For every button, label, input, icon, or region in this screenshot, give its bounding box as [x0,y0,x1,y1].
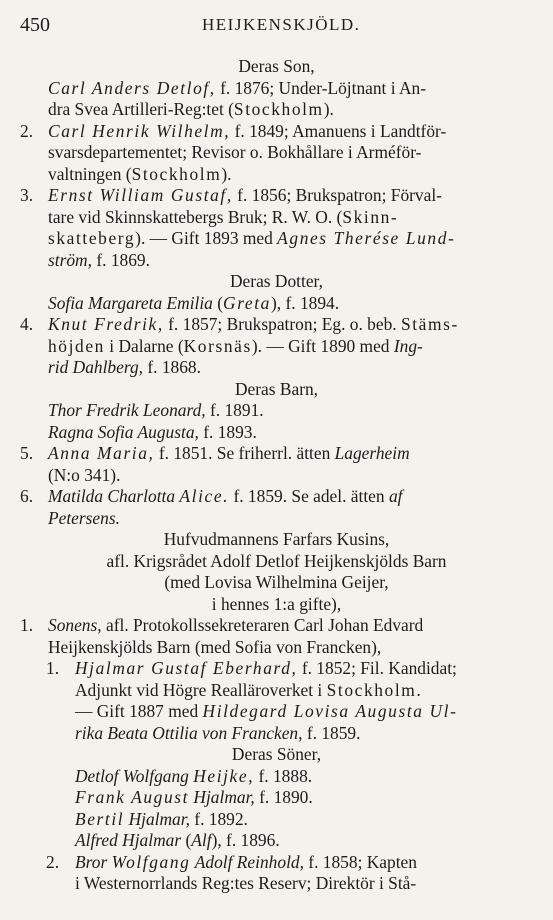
text-line: Deras Söner, [231,744,322,764]
text-line: (N:o 341). [48,464,121,485]
text-line: 4. Knut Fredrik, f. 1857; Brukspatron; Eg. o. beb. Stäms- [20,314,459,334]
text-line: 3. Ernst William Gustaf, f. 1856; Brukspatron; Förval- [20,185,442,205]
text-line: höjden i Dalarne (Korsnäs). — Gift 1890 med Ing- [48,335,423,356]
text-line: ström, f. 1869. [48,249,150,270]
text-line: valtningen (Stockholm). [48,163,232,184]
text-line: Carl Anders Detlof, f. 1876; Under-Löjtnant i An- [48,77,426,98]
text-line: 2. Bror Wolfgang Adolf Reinhold, f. 1858; Kapten [46,851,417,872]
text-line: 5. Anna Maria, f. 1851. Se friherrl. ätten Lagerheim [20,443,410,463]
text-line: (med Lovisa Wilhelmina Geijer, [164,572,389,592]
text-line: svarsdepartementet; Revisor o. Bokhållare i Arméför- [48,142,422,162]
text-line: rika Beata Ottilia von Francken, f. 1859. [75,722,361,743]
text-line: Detlof Wolfgang Heijke, f. 1888. [75,765,313,786]
text-line: Hufvudmannens Farfars Kusins, [163,529,390,549]
text-line: 2. Carl Henrik Wilhelm, f. 1849; Amanuens i Landtför- [20,120,447,141]
text-line: 1. Sonens, afl. Protokollssekreteraren Carl Johan Edvard [20,615,424,635]
text-line: tare vid Skinnskattebergs Bruk; R. W. O. (Skinn- [48,206,399,227]
text-line: — Gift 1887 med Hildegard Lovisa Augusta Ul- [75,701,458,721]
text-line: rid Dahlberg, f. 1868. [48,357,201,377]
text-line: Thor Fredrik Leonard, f. 1891. [48,400,264,420]
genealogy-text [0,56,553,895]
text-line: Frank August Hjalmar, f. 1890. [75,787,313,807]
text-line: Bertil Hjalmar, f. 1892. [75,808,248,829]
text-line: Deras Dotter, [230,271,323,291]
text-line: Adjunkt vid Högre Realläroverket i Stockholm. [75,679,423,700]
text-line: Sofia Margareta Emilia (Greta), f. 1894. [48,292,340,313]
text-line: 1. Hjalmar Gustaf Eberhard, f. 1852; Fil. Kandidat; [46,658,457,678]
text-line: Alfred Hjalmar (Alf), f. 1896. [75,830,280,850]
text-line: 6. Matilda Charlotta Alice. f. 1859. Se adel. ätten af [20,486,403,506]
text-line: Deras Son, [238,56,315,76]
text-line: afl. Krigsrådet Adolf Detlof Heijkenskjölds Barn [106,550,447,571]
text-line: skatteberg). — Gift 1893 med Agnes Therése Lund- [48,228,456,248]
text-line: Petersens. [48,507,120,528]
page-header [20,14,500,38]
text-line: Deras Barn, [234,378,319,399]
text-line: i Westernorrlands Reg:tes Reserv; Direktör i Stå- [75,873,417,893]
text-line: i hennes 1:a gifte), [211,593,342,614]
page-number: 450 [20,14,50,36]
text-line: Ragna Sofia Augusta, f. 1893. [48,421,257,442]
running-title: HEIJKENSKJÖLD. [202,15,361,34]
text-line: Heijkenskjölds Barn (med Sofia von Francken), [48,636,382,657]
text-line: dra Svea Artilleri-Reg:tet (Stockholm). [48,99,334,119]
